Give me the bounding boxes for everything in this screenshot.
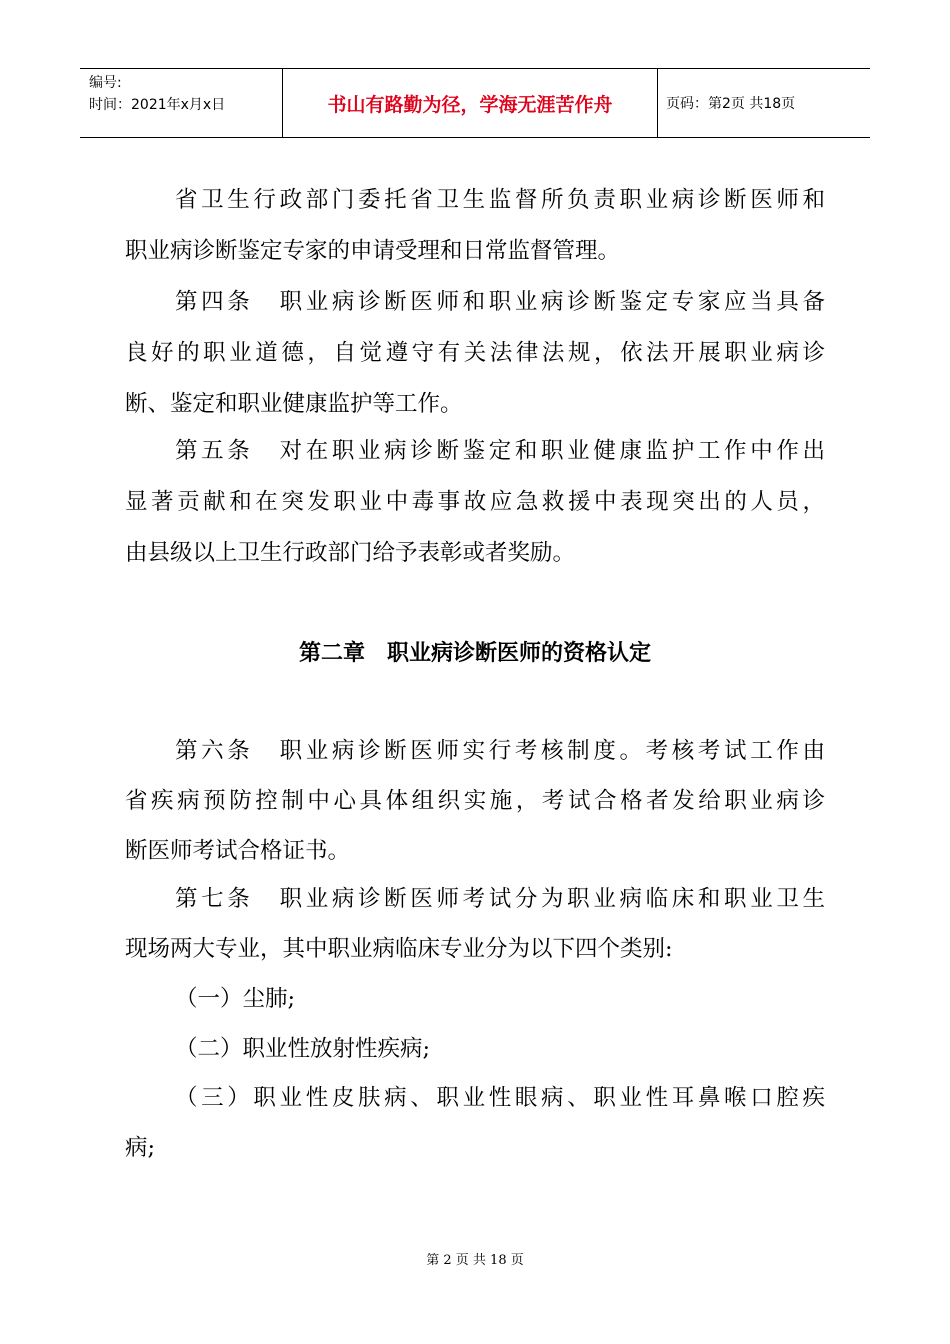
paragraph-line: 断、鉴定和职业健康监护等工作。: [125, 391, 463, 417]
header-meta-cell: [80, 69, 283, 137]
paragraph-line: 职业病诊断鉴定专家的申请受理和日常监督管理。: [125, 238, 621, 264]
paragraph-line: 现场两大专业，其中职业病临床专业分为以下四个类别:: [125, 936, 673, 962]
paragraph-line: 断医师考试合格证书。: [125, 838, 351, 864]
header-page-info: 页码：第2页 共18页: [666, 96, 796, 112]
paragraph-line: 第四条 职业病诊断医师和职业病诊断鉴定专家应当具备: [175, 289, 825, 315]
chapter-heading: 第二章 职业病诊断医师的资格认定: [298, 641, 651, 666]
paragraph-line: 第五条 对在职业病诊断鉴定和职业健康监护工作中作出: [175, 438, 825, 464]
paragraph-line: 显著贡献和在突发职业中毒事故应急救援中表现突出的人员，: [125, 489, 825, 515]
list-item: （一）尘肺;: [175, 986, 296, 1012]
paragraph-line: 良好的职业道德，自觉遵守有关法律法规，依法开展职业病诊: [125, 340, 825, 366]
paragraph-line: 第六条 职业病诊断医师实行考核制度。考核考试工作由: [175, 738, 825, 764]
page-footer: 第 2 页 共 18 页: [426, 1253, 524, 1268]
header-motto: 书山有路勤为径，学海无涯苦作舟: [283, 69, 658, 137]
list-item-continuation: 病;: [125, 1135, 156, 1161]
list-item: （三）职业性皮肤病、职业性眼病、职业性耳鼻喉口腔疾: [175, 1085, 825, 1111]
document-time-label: 时间：2021年x月x日: [89, 97, 226, 113]
paragraph-line: 省疾病预防控制中心具体组织实施，考试合格者发给职业病诊: [125, 788, 825, 814]
document-number-label: 编号:: [89, 75, 122, 91]
paragraph-line: 由县级以上卫生行政部门给予表彰或者奖励。: [125, 540, 576, 566]
paragraph-line: 省卫生行政部门委托省卫生监督所负责职业病诊断医师和: [175, 187, 825, 213]
list-item: （二）职业性放射性疾病;: [175, 1036, 431, 1062]
document-header: [80, 68, 870, 138]
paragraph-line: 第七条 职业病诊断医师考试分为职业病临床和职业卫生: [175, 886, 825, 912]
